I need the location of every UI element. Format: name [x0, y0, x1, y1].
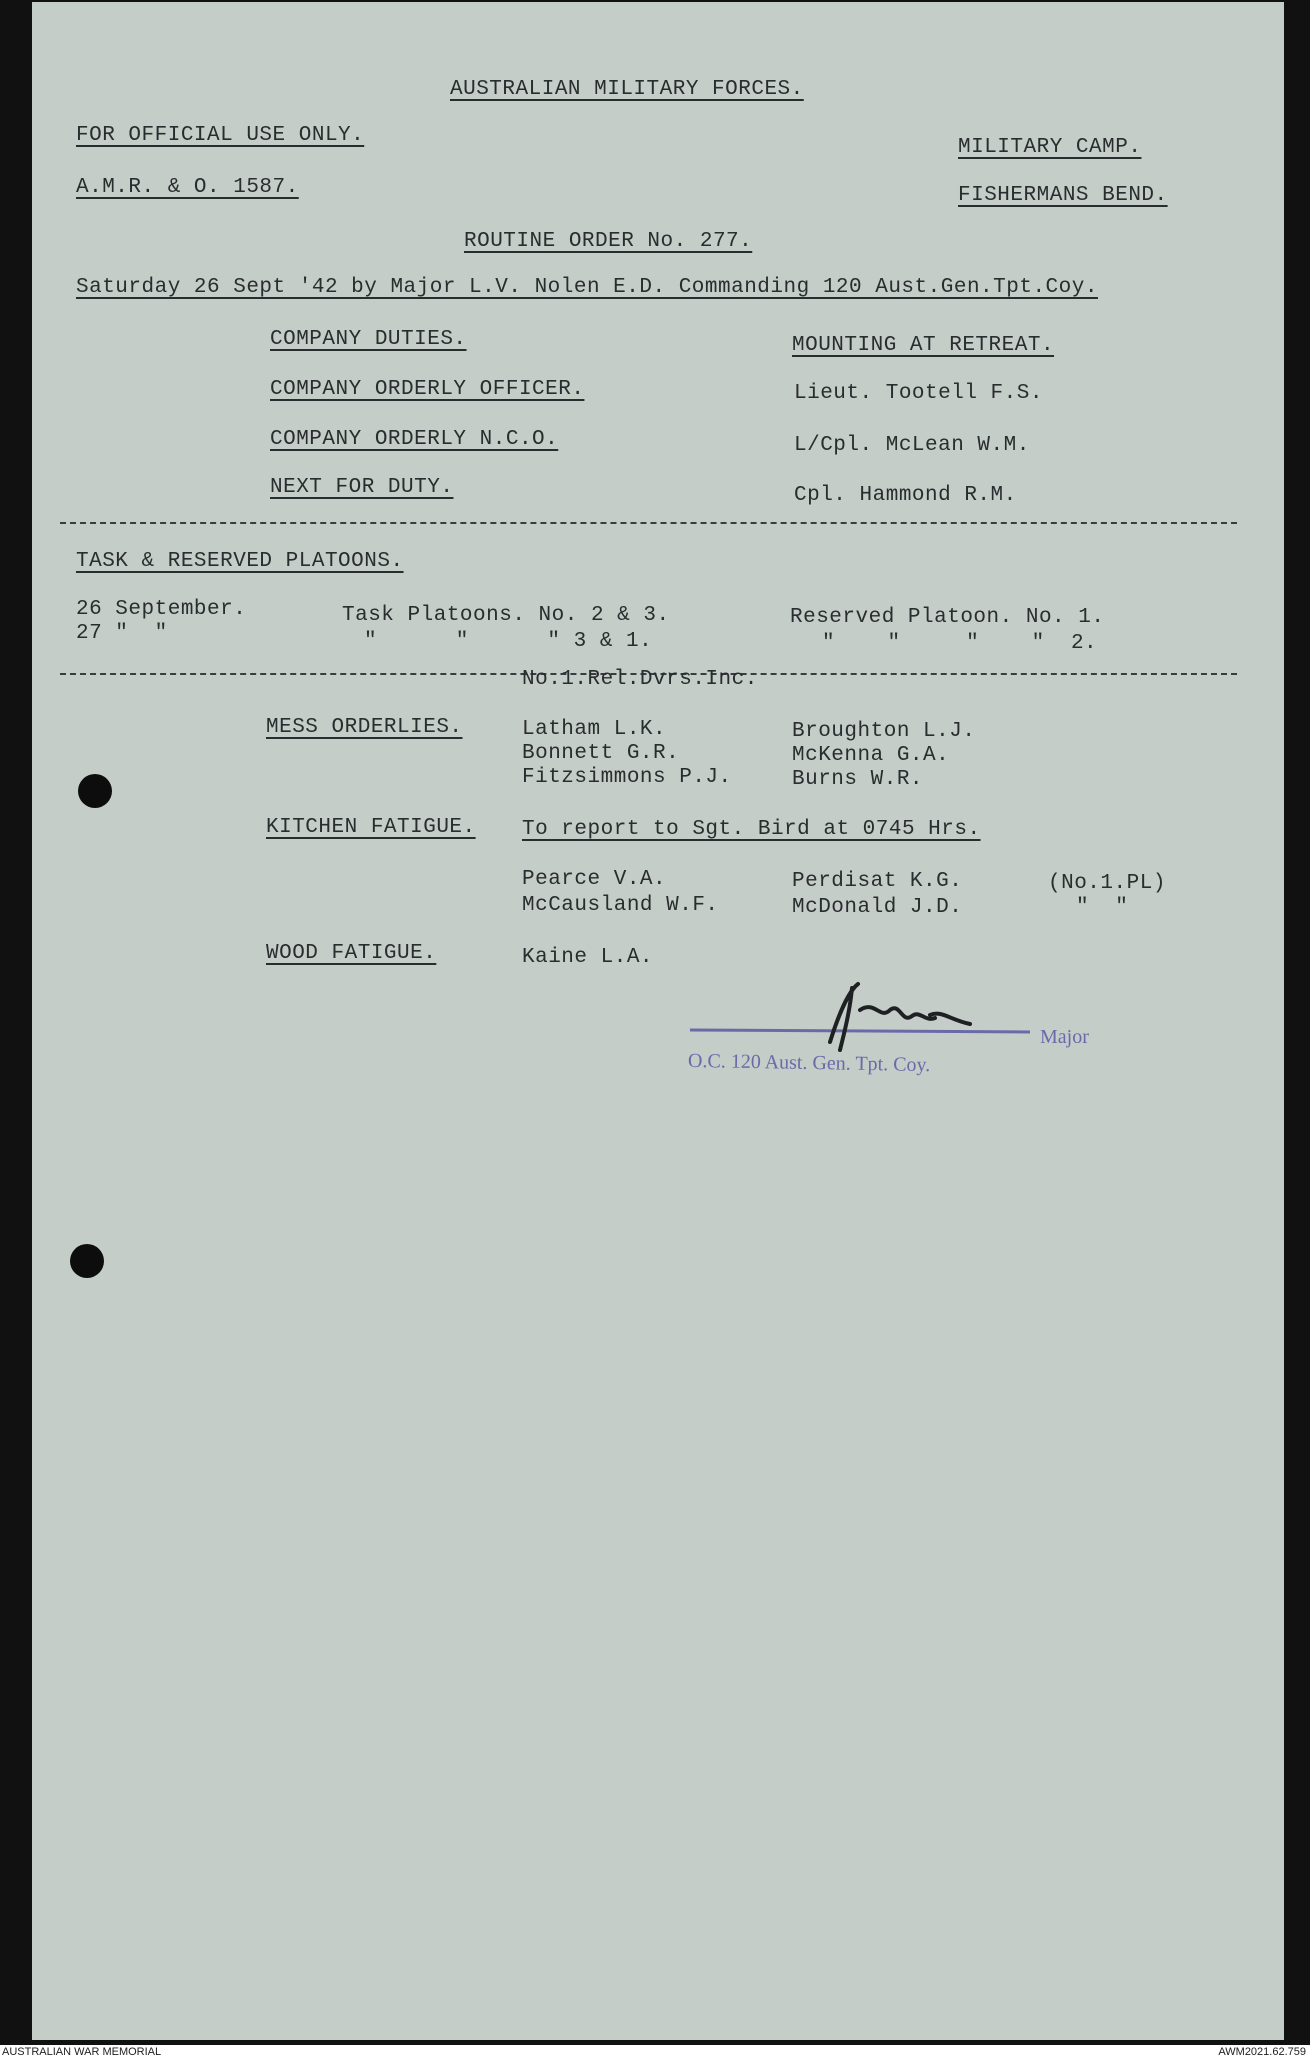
document-title: AUSTRALIAN MILITARY FORCES.: [450, 78, 804, 101]
platoon-row2-reserved: " " " " 2.: [822, 632, 1098, 655]
document-page: [32, 2, 1284, 2040]
kitchen-name: Pearce V.A.: [522, 868, 667, 891]
platoon-row2-date: 27 " ": [76, 622, 168, 645]
next-duty-name: Cpl. Hammond R.M.: [794, 484, 1017, 507]
platoon-note: (No.1.PL): [1048, 872, 1166, 895]
routine-order-number: ROUTINE ORDER No. 277.: [464, 230, 753, 253]
amro-reference: A.M.R. & O. 1587.: [76, 176, 299, 199]
punch-hole: [70, 1244, 104, 1278]
platoon-note-ditto: " ": [1076, 896, 1129, 919]
orderly-nco-label: COMPANY ORDERLY N.C.O.: [270, 428, 559, 451]
unit-stamp: O.C. 120 Aust. Gen. Tpt. Coy.: [687, 1049, 931, 1077]
platoon-row1-date: 26 September.: [76, 598, 247, 621]
relief-drivers-note: No.1.Rel.Dvrs.Inc.: [522, 668, 758, 691]
kitchen-instruction: To report to Sgt. Bird at 0745 Hrs.: [522, 818, 981, 841]
camp-name: MILITARY CAMP.: [958, 136, 1142, 159]
dashed-divider: [60, 522, 1237, 524]
kitchen-fatigue-label: KITCHEN FATIGUE.: [266, 816, 476, 839]
kitchen-name: Perdisat K.G.: [792, 870, 963, 893]
mess-name: Burns W.R.: [792, 768, 924, 791]
platoon-row2-task: " " " 3 & 1.: [364, 630, 653, 653]
punch-hole: [78, 774, 112, 808]
mess-name: Fitzsimmons P.J.: [522, 766, 732, 789]
camp-location: FISHERMANS BEND.: [958, 184, 1168, 207]
signature-rank: Major: [1040, 1026, 1089, 1048]
footer-institution: AUSTRALIAN WAR MEMORIAL: [2, 2046, 162, 2058]
signature: [680, 980, 1040, 1060]
kitchen-name: McDonald J.D.: [792, 896, 963, 919]
mess-name: Bonnett G.R.: [522, 742, 680, 765]
mess-name: McKenna G.A.: [792, 744, 950, 767]
orderly-officer-label: COMPANY ORDERLY OFFICER.: [270, 378, 585, 401]
mess-name: Latham L.K.: [522, 718, 667, 741]
platoon-row1-reserved: Reserved Platoon. No. 1.: [790, 606, 1105, 629]
wood-fatigue-name: Kaine L.A.: [522, 946, 654, 969]
footer-accession: AWM2021.62.759: [1218, 2046, 1306, 2058]
wood-fatigue-label: WOOD FATIGUE.: [266, 942, 437, 965]
platoon-row1-task: Task Platoons. No. 2 & 3.: [342, 604, 670, 627]
kitchen-name: McCausland W.F.: [522, 894, 719, 917]
mess-orderlies-label: MESS ORDERLIES.: [266, 716, 463, 739]
official-use-label: FOR OFFICIAL USE ONLY.: [76, 124, 365, 147]
orderly-officer-name: Lieut. Tootell F.S.: [794, 382, 1043, 405]
mounting-heading: MOUNTING AT RETREAT.: [792, 334, 1055, 357]
platoons-heading: TASK & RESERVED PLATOONS.: [76, 550, 404, 573]
mess-name: Broughton L.J.: [792, 720, 976, 743]
company-duties-heading: COMPANY DUTIES.: [270, 328, 467, 351]
order-issue-line: Saturday 26 Sept '42 by Major L.V. Nolen E.D. Commanding 120 Aust.Gen.Tpt.Coy.: [76, 276, 1098, 299]
next-duty-label: NEXT FOR DUTY.: [270, 476, 454, 499]
orderly-nco-name: L/Cpl. McLean W.M.: [794, 434, 1030, 457]
